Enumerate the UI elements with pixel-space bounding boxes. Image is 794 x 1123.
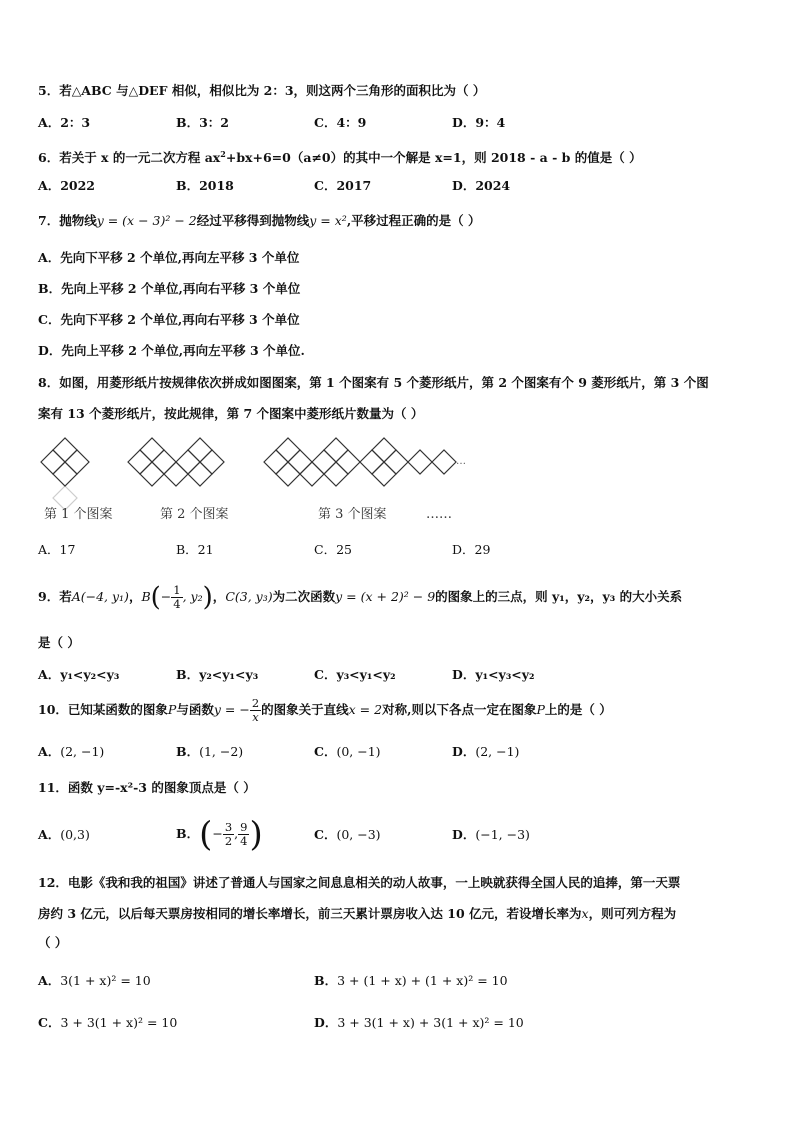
q9-formula: y = (x + 2)² − 9 bbox=[335, 589, 436, 604]
q10-option-d-value: (2, −1) bbox=[475, 744, 520, 759]
q11-option-b: B．(− $\frac{3}{2}$ , $\frac{9}{4}$ ) bbox=[176, 814, 263, 855]
q11-option-a bbox=[38, 826, 90, 844]
q7-formula-2: y = x² bbox=[309, 213, 347, 228]
q7-option-c: C．先向下平移 2 个单位,再向右平移 3 个单位 bbox=[38, 312, 300, 327]
q10-formula-lhs: y = − bbox=[213, 702, 250, 717]
q7-option-a: A．先向下平移 2 个单位,再向左平移 3 个单位 bbox=[38, 250, 300, 265]
q12-option-c bbox=[38, 1014, 177, 1032]
question-12-stem-line-3: （ ） bbox=[38, 935, 68, 950]
q9-point-c: C(3, y₃) bbox=[225, 589, 273, 604]
q8-figure-label-1: 第 1 个图案 bbox=[44, 507, 113, 522]
q6-option-d: D．2024 bbox=[452, 178, 511, 193]
q5-option-a: A．2：3 bbox=[38, 115, 91, 130]
q10-option-c-label: C． bbox=[314, 744, 337, 759]
q12-stem-part-2a: 房约 3 亿元，以后每天票房按相同的增长率增长，前三天累计票房收入达 10 亿元，若设增长率为 bbox=[38, 906, 582, 921]
q9-option-a: A．y₁<y₂<y₃ bbox=[38, 667, 120, 682]
q10-stem-part-e: 对称,则以下各点一定在图象 bbox=[382, 702, 537, 717]
q8-option-a: A．17 bbox=[38, 542, 76, 557]
q9-stem-part-b: 为二次函数 bbox=[272, 589, 336, 604]
q11-option-d-label: D． bbox=[452, 827, 476, 842]
q10-option-b-label: B． bbox=[176, 744, 200, 759]
q11-b-num2: 9 bbox=[240, 820, 248, 834]
q10-stem-part-g: 上的是（ ） bbox=[544, 702, 612, 717]
q7-formula-1: y = (x − 3)² − 2 bbox=[96, 213, 197, 228]
q9-option-c: C．y₃<y₁<y₂ bbox=[314, 667, 396, 682]
q11-option-c-value: (0, −3) bbox=[336, 827, 381, 842]
question-12-stem-line-1: 12．电影《我和我的祖国》讲述了普通人与国家之间息息相关的动人故事，一上映就获得全国人民的追捧，第一天票 bbox=[38, 875, 681, 890]
q7-stem-part-a: 7．抛物线 bbox=[38, 213, 97, 228]
q10-option-b-value: (1, −2) bbox=[199, 744, 244, 759]
figure-ellipsis: … bbox=[456, 456, 466, 467]
q9-option-d: D．y₁<y₃<y₂ bbox=[452, 667, 535, 682]
q11-b-den2: 4 bbox=[240, 834, 248, 848]
question-5-stem: 5．若△ABC 与△DEF 相似，相似比为 2：3，则这两个三角形的面积比为（ ） bbox=[38, 83, 486, 98]
q10-option-b bbox=[176, 743, 243, 761]
q10-graph-p: P bbox=[167, 702, 177, 717]
pattern-3 bbox=[264, 438, 456, 486]
q9-option-b: B．y₂<y₁<y₃ bbox=[176, 667, 259, 682]
q12-option-c-label: C． bbox=[38, 1015, 61, 1030]
q12-stem-part-2c: ，则可列方程为 bbox=[588, 906, 677, 921]
q5-option-b: B．3：2 bbox=[176, 115, 229, 130]
q10-option-d-label: D． bbox=[452, 744, 476, 759]
q11-b-den1: 2 bbox=[224, 834, 233, 848]
q10-option-a bbox=[38, 743, 104, 761]
question-12-stem-line-2 bbox=[38, 905, 676, 923]
q10-option-c-value: (0, −1) bbox=[336, 744, 381, 759]
q12-option-a-label: A． bbox=[38, 973, 61, 988]
q11-option-a-value: (0,3) bbox=[60, 827, 90, 842]
q9-point-b-denominator: 4 bbox=[173, 597, 181, 611]
q7-option-b: B．先向上平移 2 个单位,再向右平移 3 个单位 bbox=[38, 281, 301, 296]
q10-graph-p-2: P bbox=[536, 702, 545, 717]
q10-frac-numerator: 2 bbox=[251, 696, 260, 710]
question-8-stem-line-2: 案有 13 个菱形纸片，按此规律，第 7 个图案中菱形纸片数量为（ ） bbox=[38, 406, 424, 421]
q12-variable-x: x bbox=[581, 906, 589, 921]
q6-option-c: C．2017 bbox=[314, 178, 372, 193]
question-9-stem-end: 是（ ） bbox=[38, 635, 80, 650]
q11-option-b-label: B． bbox=[176, 826, 200, 841]
q10-frac-denominator: x bbox=[252, 710, 259, 724]
q10-stem-part-a: 10．已知某函数的图象 bbox=[38, 702, 168, 717]
q9-stem-part-c: 的图象上的三点，则 y₁，y₂，y₃ 的大小关系 bbox=[435, 589, 683, 604]
q10-stem-part-d: 的图象关于直线 bbox=[261, 702, 349, 717]
q12-option-b bbox=[314, 972, 508, 990]
q9-point-a: A(−4, y₁) bbox=[71, 589, 129, 604]
q10-option-c bbox=[314, 743, 381, 761]
question-11-stem: 11．函数 y=-x²-3 的图象顶点是（ ） bbox=[38, 780, 256, 795]
question-7-stem bbox=[38, 212, 481, 230]
q12-option-a bbox=[38, 972, 151, 990]
q8-option-d: D．29 bbox=[452, 542, 491, 557]
q10-option-d bbox=[452, 743, 519, 761]
q9-point-b-label: B bbox=[141, 589, 151, 604]
q8-figure-label-3: 第 3 个图案 bbox=[318, 507, 387, 522]
q5-option-d: D．9：4 bbox=[452, 115, 506, 130]
q8-option-c: C．25 bbox=[314, 542, 352, 557]
q12-option-d-value: 3 + 3(1 + x) + 3(1 + x)² = 10 bbox=[337, 1015, 524, 1030]
q11-b-num1: 3 bbox=[224, 820, 233, 834]
q12-option-a-value: 3(1 + x)² = 10 bbox=[60, 973, 151, 988]
q6-option-b: B．2018 bbox=[176, 178, 234, 193]
question-9-stem: 9．若A(−4, y₁)，B(− $\frac{1}{4}$ , y₂)，C(3, y₃)为二次函数y = (x + 2)² − 9的图象上的三点，则 y₁，y₂，y₃ 的大小关系 bbox=[38, 582, 683, 613]
q5-option-c: C．4：9 bbox=[314, 115, 367, 130]
q12-option-b-value: 3 + (1 + x) + (1 + x)² = 10 bbox=[337, 973, 508, 988]
q12-option-b-label: B． bbox=[314, 973, 338, 988]
q11-option-c-label: C． bbox=[314, 827, 337, 842]
q12-option-d bbox=[314, 1014, 524, 1032]
q11-option-a-label: A． bbox=[38, 827, 61, 842]
q7-stem-part-c: ,平移过程正确的是（ ） bbox=[346, 213, 481, 228]
q10-option-a-value: (2, −1) bbox=[60, 744, 105, 759]
q8-figure-label-ellipsis: …… bbox=[426, 507, 452, 522]
q11-option-c bbox=[314, 826, 381, 844]
q6-stem-part-a: 6．若关于 x 的一元二次方程 ax bbox=[38, 150, 221, 166]
q7-stem-part-b: 经过平移得到抛物线 bbox=[196, 213, 310, 228]
q7-option-d: D．先向上平移 2 个单位,再向左平移 3 个单位. bbox=[38, 343, 305, 358]
q12-option-d-label: D． bbox=[314, 1015, 338, 1030]
question-10-stem bbox=[38, 696, 612, 724]
q10-line-eq: x = 2 bbox=[348, 702, 383, 717]
q9-stem-part-a: 9．若 bbox=[38, 589, 72, 604]
q11-option-d-value: (−1, −3) bbox=[475, 827, 530, 842]
q9-point-b-numerator: 1 bbox=[173, 583, 181, 597]
q8-figure-label-2: 第 2 个图案 bbox=[160, 507, 229, 522]
pattern-1 bbox=[41, 438, 89, 510]
question-8-stem-line-1: 8．如图，用菱形纸片按规律依次拼成如图图案，第 1 个图案有 5 个菱形纸片，第 2 个图案有个 9 菱形纸片，第 3 个图 bbox=[38, 375, 709, 390]
q9-point-b-rest: , y₂ bbox=[182, 589, 203, 604]
q6-stem-part-b: +bx+6=0（a≠0）的其中一个解是 x=1，则 2018 - a - b 的值是（ ） bbox=[225, 150, 642, 166]
q12-option-c-value: 3 + 3(1 + x)² = 10 bbox=[60, 1015, 178, 1030]
q10-option-a-label: A． bbox=[38, 744, 61, 759]
question-6-stem: 6．若关于 x 的一元二次方程 $ax^2+bx+6=0(a\ne 0)$的其中一个解是 x=1，则 2018 - a - b 的值是（ ） bbox=[38, 149, 642, 166]
q8-option-b: B．21 bbox=[176, 542, 214, 557]
pattern-2 bbox=[128, 438, 224, 486]
q6-option-a: A．2022 bbox=[38, 178, 95, 193]
q10-stem-part-c: 与函数 bbox=[176, 702, 214, 717]
q11-option-d bbox=[452, 826, 530, 844]
